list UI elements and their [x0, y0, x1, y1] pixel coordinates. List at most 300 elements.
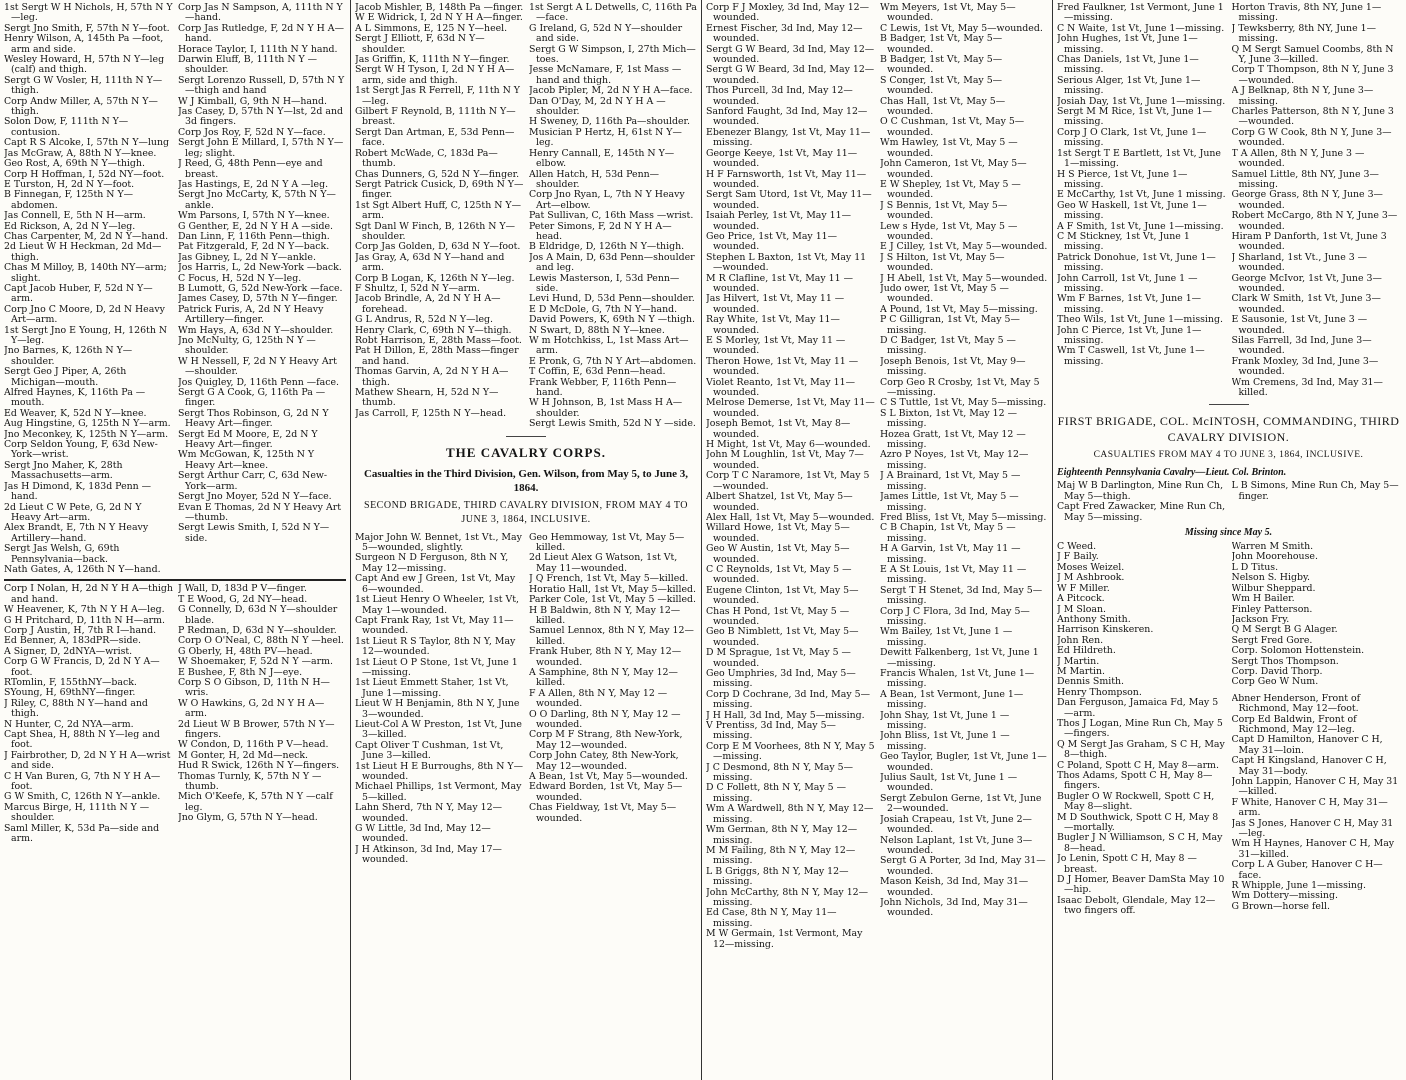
- casualty-entry: J M Sloan.: [1057, 604, 1106, 615]
- casualty-entry: Lieut W H Benjamin, 8th N Y, June 3—wounded.: [355, 699, 520, 720]
- casualty-entry: Chas Dunners, G, 52d N Y—finger.: [355, 169, 520, 180]
- casualty-entry: 2d Lieut W H Heckman, 2d Md—thigh.: [4, 242, 162, 263]
- casualty-entry: L B Griggs, 8th N Y, May 12—missing.: [706, 866, 849, 888]
- casualty-entry: W Heavener, K, 7th N Y H A—leg.: [4, 605, 165, 616]
- casualty-entry: D J Homer, Beaver DamSta May 10—hip.: [1057, 875, 1225, 896]
- casualty-entry: Corp Jno C Moore, D, 2d N Heavy Art—arm.: [4, 304, 165, 326]
- casualty-entry: Patrick Donohue, 1st Vt, June 1—missing.: [1057, 252, 1216, 274]
- casualty-entry: Sergt G A Porter, 3d Ind, May 31—wounded.: [880, 856, 1046, 877]
- casualty-entry: John Nichols, 3d Ind, May 31—wounded.: [880, 897, 1028, 919]
- casualty-entry: Wm H Haynes, Hanover C H, May 31—killed.: [1231, 839, 1395, 860]
- casualty-entry: S Conger, 1st Vt, May 5—wounded.: [880, 75, 1003, 97]
- casualty-entry: David Powers, K, 69th N Y —thigh.: [529, 315, 696, 326]
- casualty-entry: Corp H Hoffman, I, 52d NY—foot.: [4, 169, 165, 180]
- casualty-entry: Sergt Geo J Piper, A, 26th Michigan—mouth.: [4, 367, 127, 388]
- casualty-entry: W Condon, D, 116th P V—head.: [178, 740, 329, 751]
- casualty-entry: Corp Jas N Sampson, A, 111th N Y—hand.: [178, 3, 343, 24]
- casualty-entry: J H Abell, 1st Vt, May 5—wounded.: [880, 273, 1048, 284]
- casualty-entry: J Q French, 1st Vt, May 5—killed.: [529, 574, 689, 585]
- casualty-entry: Saml Miller, K, 53d Pa—side and arm.: [4, 823, 160, 845]
- column-1: [0, 0, 351, 1080]
- casualty-entry: Corp F J Moxley, 3d Ind, May 12—wounded.: [706, 3, 870, 24]
- col2-left-list: [355, 3, 526, 430]
- casualty-entry: Pat Sullivan, C, 16th Mass —wrist.: [529, 211, 694, 222]
- casualty-entry: Capt R S Alcoke, I, 57th N Y—lung: [4, 138, 170, 149]
- col2-left-list-2: [355, 533, 526, 866]
- casualty-entry: W H Nessell, F, 2d N Y Heavy Art—shoulder.: [178, 356, 337, 378]
- casualty-entry: Dennis Smith.: [1057, 677, 1125, 688]
- casualty-entry: J Wall, D, 183d P V—finger.: [178, 584, 307, 595]
- casualty-entry: G Connelly, D, 63d N Y—shoulder blade.: [178, 605, 338, 626]
- casualty-entry: John Lappin, Hanover C H, May 31—killed.: [1231, 777, 1399, 798]
- casualty-entry: G W Smith, C, 126th N Y—ankle.: [4, 792, 161, 803]
- casualty-entry: Surgeon N D Ferguson, 8th N Y, May 12—missing.: [355, 553, 509, 574]
- casualty-entry: Jas Connell, E, 5th N H—arm.: [4, 211, 146, 222]
- casualty-entry: A Bean, 1st Vt, May 5—wounded.: [529, 772, 688, 782]
- casualty-entry: Corp Seldon Young, F, 63d New-York—wrist.: [4, 440, 158, 461]
- casualty-entry: Dan Linn, F, 116th Penn—thigh.: [178, 231, 330, 242]
- casualty-entry: Corp Ed Baldwin, Front of Richmond, May 12—leg.: [1231, 714, 1357, 735]
- casualty-entry: Jas Hastings, E, 2d N Y A —leg.: [178, 179, 329, 190]
- divider: [1209, 404, 1249, 405]
- casualty-entry: Abner Henderson, Front of Richmond, May 12—foot.: [1231, 693, 1361, 715]
- casualty-entry: Lieut-Col A W Preston, 1st Vt, June 3—killed.: [355, 719, 522, 741]
- casualty-entry: Moses Weizel.: [1057, 562, 1125, 573]
- casualty-entry: B Finnegan, F, 125th N Y—abdomen.: [4, 190, 134, 211]
- casualty-entry: C Focus, H, 52d N Y—leg.: [178, 273, 302, 284]
- cavalry-corps-heading: THE CAVALRY CORPS.: [446, 444, 606, 460]
- casualty-entry: 1st Sergt T E Bartlett, 1st Vt, June 1—missing.: [1057, 148, 1221, 170]
- casualty-entry: Henry Cannall, E, 145th N Y—elbow.: [529, 148, 675, 170]
- casualty-entry: John McCarthy, 8th N Y, May 12—missing.: [706, 887, 869, 908]
- casualty-entry: S L Bixton, 1st Vt, May 12 —missing.: [880, 408, 1017, 430]
- casualty-entry: Warren M Smith.: [1231, 542, 1314, 553]
- casualty-entry: Capt Oliver T Cushman, 1st Vt, June 3—killed.: [355, 740, 504, 762]
- casualty-entry: Alex Brandt, E, 7th N Y Heavy Artillery—hand.: [4, 523, 149, 544]
- casualty-entry: B Lumott, G, 52d New-York —face.: [178, 283, 343, 294]
- casualty-entry: Corp Geo W Num.: [1231, 677, 1319, 688]
- casualty-entry: Chas M Milloy, B, 140th NY—arm; slight.: [4, 263, 167, 284]
- casualty-entry: J S Hilton, 1st Vt, May 5—wounded.: [880, 252, 1005, 274]
- casualty-entry: Jas Gray, A, 63d N Y—hand and arm.: [355, 252, 505, 274]
- casualty-entry: Jno Meconkey, K, 125th N Y—arm.: [4, 429, 169, 440]
- casualty-entry: Henry Wilson, A, 145th Pa —foot, arm and side.: [4, 34, 164, 55]
- casualty-entry: Nath Gates, A, 126th N Y—hand.: [4, 564, 161, 575]
- casualty-entry: Wm T Caswell, 1st Vt, June 1—missing.: [1057, 346, 1205, 367]
- casualty-entry: Sergt Dan Artman, E, 53d Penn—face.: [355, 127, 515, 149]
- casualty-entry: Chas H Pond, 1st Vt, May 5 —wounded.: [706, 606, 850, 627]
- casualty-entry: B Eldridge, D, 126th N Y—thigh.: [529, 242, 685, 253]
- casualty-entry: Fred Faulkner, 1st Vermont, June 1—missing.: [1057, 3, 1224, 24]
- column-1-lower: [4, 584, 346, 844]
- casualty-entry: Sergt Lorenzo Russell, D, 57th N Y—thigh and hand: [178, 75, 345, 97]
- casualty-entry: E J Cilley, 1st Vt, May 5—wounded.: [880, 242, 1048, 253]
- casualty-entry: F Shultz, I, 52d N Y—arm.: [355, 283, 480, 294]
- reg-right-list: [1229, 481, 1401, 523]
- casualty-entry: M R Clafline, 1st Vt, May 11 —wounded.: [706, 273, 853, 294]
- casualty-entry: Wesley Howard, H, 57th N Y—leg (calf) and thigh.: [4, 55, 165, 76]
- casualty-entry: Q M Sergt Jas Graham, S C H, May 8—thigh.: [1057, 739, 1225, 761]
- casualty-entry: A Samphine, 8th N Y, May 12—killed.: [529, 667, 678, 689]
- casualty-entry: 1st Lieut Emmett Staher, 1st Vt, June 1—missing.: [355, 678, 509, 699]
- casualty-entry: Lew s Hyde, 1st Vt, May 5 —wounded.: [880, 221, 1018, 242]
- casualty-entry: Corp D Cochrane, 3d Ind, May 5—missing.: [706, 689, 870, 711]
- casualty-entry: John Moorehouse.: [1231, 552, 1318, 563]
- casualty-entry: Sergt G W Simpson, I, 27th Mich—toes.: [529, 44, 696, 66]
- casualty-entry: Corp I Nolan, H, 2d N Y H A—thigh and hand.: [4, 584, 173, 605]
- casualty-entry: H Sweney, D, 116th Pa—shoulder.: [529, 117, 690, 128]
- casualty-entry: W Shoemaker, F, 52d N Y —arm.: [178, 657, 333, 668]
- missing-heading: Missing since May 5.: [1184, 527, 1273, 539]
- casualty-entry: Robert McWade, C, 183d Pa—thumb.: [355, 148, 498, 170]
- casualty-entry: Lahn Sherd, 7th N Y, May 12—wounded.: [355, 803, 502, 824]
- casualty-entry: Nelson Laplant, 1st Vt, June 3—wounded.: [880, 835, 1033, 856]
- casualty-entry: Corp T Thompson, 8th N Y, June 3—wounded.: [1231, 65, 1394, 86]
- casualty-entry: Ed Hildreth.: [1057, 646, 1116, 657]
- casualty-entry: Sergt Patrick Cusick, D, 69th N Y—finger.: [355, 179, 524, 201]
- casualty-entry: Jacob Pipler, M, 2d N Y H A—face.: [529, 86, 693, 97]
- divider: [506, 436, 546, 437]
- casualty-entry: Theron Howe, 1st Vt, May 11 —wounded.: [706, 356, 859, 378]
- casualty-entry: John Cameron, 1st Vt, May 5—wounded.: [880, 159, 1027, 180]
- casualty-entry: W E Widrick, I, 2d N Y H A—finger.: [355, 13, 523, 24]
- casualty-entry: Major John W. Bennet, 1st Vt., May 5—wounded, slightly.: [355, 532, 522, 554]
- casualty-entry: T Coffin, E, 63d Penn—head.: [529, 367, 666, 378]
- casualty-entry: Sergt John E Millard, I, 57th N Y—leg; slight.: [178, 138, 344, 159]
- casualty-entry: D M Sprague, 1st Vt, May 5 —wounded.: [706, 648, 851, 669]
- casualty-entry: Charles Patterson, 8th N Y, June 3—wounded.: [1231, 107, 1394, 128]
- casualty-entry: Marcus Birge, H, 111th N Y —shoulder.: [4, 802, 150, 824]
- casualty-entry: Nelson S. Higby.: [1231, 573, 1310, 584]
- casualty-entry: D C Badger, 1st Vt, May 5 —missing.: [880, 336, 1016, 357]
- casualty-entry: Parker Cole, 1st Vt, May 5 —killed.: [529, 595, 696, 606]
- col1-left-list: [4, 3, 175, 575]
- casualty-entry: Corp G W Cook, 8th N Y, June 3—wounded.: [1231, 127, 1392, 149]
- casualty-entry: N Hunter, C, 2d NYA—arm.: [4, 719, 134, 730]
- casualty-entry: Capt Shea, H, 88th N Y—leg and foot.: [4, 730, 160, 751]
- casualty-entry: Jo Lenin, Spott C H, May 8 —breast.: [1057, 854, 1197, 875]
- casualty-entry: G L Andrus, R, 52d N Y—leg.: [355, 315, 493, 326]
- casualty-entry: Geo Rost, A, 69th N Y—thigh.: [4, 159, 145, 170]
- casualty-entry: Capt H Kingsland, Hanover C H, May 31—body.: [1231, 756, 1387, 777]
- casualty-entry: E A St Louis, 1st Vt, May 11 —missing.: [880, 564, 1027, 586]
- casualty-entry: Jno Glym, G, 57th N Y—head.: [178, 813, 318, 824]
- casualty-entry: James Little, 1st Vt, May 5 —missing.: [880, 492, 1019, 513]
- casualty-entry: Chas Daniels, 1st Vt, June 1—missing.: [1057, 55, 1199, 76]
- casualty-entry: George McIvor, 1st Vt, June 3—wounded.: [1231, 273, 1382, 294]
- casualty-entry: Sergt G A Cook, G, 116th Pa —finger.: [178, 388, 326, 409]
- casualty-entry: Sergt T H Stenet, 3d Ind, May 5—missing.: [880, 585, 1043, 607]
- casualty-entry: Bugler J N Williamson, S C H, May 8—head.: [1057, 833, 1223, 854]
- casualty-entry: M Gonter, H, 2d Md—neck.: [178, 750, 309, 761]
- casualty-entry: M Martin.: [1057, 666, 1106, 677]
- casualty-entry: Theo Wils, 1st Vt, June 1—missing.: [1057, 315, 1223, 326]
- casualty-entry: George Grass, 8th N Y, June 3—wounded.: [1231, 190, 1383, 211]
- casualty-entry: Pat Fitzgerald, F, 2d N Y—back.: [178, 242, 330, 253]
- casualty-entry: W O Hawkins, G, 2d N Y H A—arm.: [178, 698, 325, 720]
- casualty-entry: Jno Barnes, K, 126th N Y—shoulder.: [4, 346, 133, 367]
- casualty-entry: Wm Meyers, 1st Vt, May 5—wounded.: [880, 3, 1016, 24]
- casualty-entry: M D Southwick, Spott C H, May 8—mortally.: [1057, 812, 1219, 834]
- casualty-entry: Jos Quigley, D, 116th Penn —face.: [178, 377, 339, 388]
- casualty-entry: C H Van Buren, G, 7th N Y H A—foot.: [4, 771, 161, 793]
- casualty-entry: Jesse McNamare, F, 1st Mass —hand and thigh.: [529, 65, 682, 86]
- casualty-entry: Fred Bliss, 1st Vt, May 5—missing.: [880, 512, 1047, 523]
- casualty-entry: Thomas Garvin, A, 2d N Y H A—thigh.: [355, 367, 509, 388]
- casualty-entry: Mason Keish, 3d Ind, May 31—wounded.: [880, 877, 1029, 898]
- casualty-entry: Sergt G W Vosler, H, 111th N Y—thigh.: [4, 75, 163, 97]
- casualty-entry: John Carroll, 1st Vt, June 1 —missing.: [1057, 273, 1198, 294]
- casualty-entry: Frank Webber, F, 116th Penn—hand.: [529, 377, 677, 399]
- casualty-entry: Wm Hawley, 1st Vt, May 5 —wounded.: [880, 138, 1018, 159]
- casualty-entry: Henry Thompson.: [1057, 687, 1142, 698]
- casualty-entry: C N Waite, 1st Vt, June 1—missing.: [1057, 23, 1225, 34]
- casualty-entry: C B Chapin, 1st Vt, May 5 —missing.: [880, 523, 1016, 544]
- column-4-upper: [1057, 3, 1400, 398]
- casualty-entry: Geo W Haskell, 1st Vt, June 1—missing.: [1057, 200, 1207, 222]
- casualty-entry: Ernest Fischer, 3d Ind, May 12—wounded.: [706, 23, 863, 45]
- casualty-entry: 1st Lieut Henry O Wheeler, 1st Vt, May 1—wounded.: [355, 595, 520, 616]
- casualty-entry: Sergt Lewis Smith, I, 52d N Y—side.: [178, 523, 330, 544]
- casualty-entry: Wm F Barnes, 1st Vt, June 1—missing.: [1057, 294, 1202, 315]
- casualty-entry: Corp J C Flora, 3d Ind, May 5—missing.: [880, 606, 1030, 627]
- casualty-entry: W H Johnson, B, 1st Mass H A—shoulder.: [529, 398, 683, 419]
- casualty-entry: Thomas Turnly, K, 57th N Y —thumb.: [178, 771, 322, 793]
- casualty-entry: E Sausonie, 1st Vt, June 3 —wounded.: [1231, 315, 1368, 336]
- casualty-entry: Corp G W Francis, D, 2d N Y A—foot.: [4, 657, 160, 678]
- casualty-entry: A Signer, D, 2dNYA—wrist.: [4, 646, 133, 657]
- casualty-entry: Sergt Fred Gore.: [1231, 635, 1313, 646]
- casualty-entry: Chas Carpenter, M, 2d N Y—hand.: [4, 231, 169, 242]
- casualty-entry: Geo Hemmoway, 1st Vt, May 5—killed.: [529, 532, 685, 554]
- casualty-entry: Jas Gibney, L, 2d N Y—ankle.: [178, 252, 316, 263]
- casualty-entry: Corp Andw Miller, A, 57th N Y—thigh.: [4, 96, 158, 118]
- casualty-entry: 1st Sergt W H Nichols, H, 57th N Y—leg.: [4, 3, 173, 24]
- casualty-entry: Jas S Jones, Hanover C H, May 31—leg.: [1231, 818, 1394, 840]
- casualty-entry: Silas Farrell, 3d Ind, June 3—wounded.: [1231, 336, 1372, 357]
- casualty-entry: Joseph Benois, 1st Vt, May 9—missing.: [880, 356, 1026, 378]
- regiment-list: [1057, 481, 1400, 523]
- casualty-entry: 2d Lieut W B Brower, 57th N Y—fingers.: [178, 719, 335, 741]
- casualty-entry: Jas Carroll, F, 125th N Y—head.: [355, 408, 507, 419]
- casualty-entry: Lewis Masterson, I, 53d Penn—side.: [529, 273, 680, 294]
- casualty-entry: L D Titus.: [1231, 562, 1279, 573]
- casualty-entry: Aug Hingstine, G, 125th N Y—arm.: [4, 419, 171, 430]
- casualty-entry: Peter Simons, F, 2d N Y H A—head.: [529, 221, 672, 242]
- casualty-entry: G Brown—horse fell.: [1231, 901, 1330, 912]
- column-2: [351, 0, 702, 1080]
- cavalry-subheading: Casualties in the Third Division, Gen. Wilson, from May 5, to June 3, 1864.: [363, 467, 689, 494]
- casualty-entry: O O Darling, 8th N Y, May 12 —wounded.: [529, 709, 681, 730]
- casualty-entry: Sergt Jno Maher, K, 28th Massachusetts—arm.: [4, 460, 123, 482]
- casualty-entry: Q M Sergt Samuel Coombs, 8th N Y, June 3—killed.: [1231, 44, 1394, 66]
- casualty-entry: Isaac Debolt, Glendale, May 12—two fingers off.: [1057, 895, 1216, 917]
- casualty-entry: Horatio Hall, 1st Vt, May 5—killed.: [529, 584, 697, 595]
- casualty-entry: M M Failing, 8th N Y, May 12—missing.: [706, 845, 856, 867]
- casualty-entry: Wm Parsons, I, 57th N Y—knee.: [178, 211, 330, 222]
- casualty-entry: C Lewis, 1st Vt, May 5—wounded.: [880, 23, 1043, 34]
- casualty-entry: Capt Jacob Huber, F, 52d N Y—arm.: [4, 283, 153, 305]
- casualty-entry: Robt Harrison, E, 28th Mass—foot.: [355, 336, 522, 346]
- casualty-entry: Wm Bailey, 1st Vt, June 1 —missing.: [880, 627, 1013, 648]
- casualty-entry: Frank Moxley, 3d Ind, June 3—wounded.: [1231, 356, 1379, 378]
- casualty-entry: Corp. David Thorp.: [1231, 666, 1323, 677]
- casualty-entry: R Whipple, June 1—missing.: [1231, 881, 1366, 892]
- casualty-entry: Geo B Nimblett, 1st Vt, May 5—wounded.: [706, 627, 859, 648]
- casualty-entry: John C Pierce, 1st Vt, June 1—missing.: [1057, 325, 1202, 346]
- casualty-entry: A Pound, 1st Vt, May 5—missing.: [880, 304, 1038, 315]
- col2-right-list: [526, 3, 697, 430]
- casualty-entry: Sergt W H Tyson, I, 2d N Y H A—arm, side and thigh.: [355, 65, 515, 86]
- regiment-heading: Eighteenth Pennsylvania Cavalry—Lieut. Col. Brinton.: [1057, 467, 1287, 479]
- casualty-entry: Sergt Zebulon Gerne, 1st Vt, June 2—wounded.: [880, 793, 1042, 815]
- casualty-entry: Geo Taylor, Bugler, 1st Vt, June 1—wounded.: [880, 752, 1047, 773]
- casualty-entry: Eugene Clinton, 1st Vt, May 5—wounded.: [706, 585, 859, 607]
- casualty-entry: Ed Rickson, A, 2d N Y—leg.: [4, 221, 136, 232]
- casualty-entry: P Redman, D, 63d N Y—shoulder.: [178, 625, 337, 636]
- casualty-entry: 2d Lieut C W Pete, G, 2d N Y Heavy Art—arm.: [4, 502, 142, 523]
- casualty-entry: G Oberly, H, 48th PV—head.: [178, 646, 313, 657]
- casualty-entry: Corp John Catey, 8th New-York, May 12—wounded.: [529, 751, 679, 772]
- casualty-entry: Mich O'Keefe, K, 57th N Y —calf leg.: [178, 792, 333, 813]
- casualty-entry: E S Morley, 1st Vt, May 11 —wounded.: [706, 336, 846, 357]
- casualty-entry: Jos A Main, D, 63d Penn—shoulder and leg.: [529, 252, 695, 274]
- col4-right-list: [1229, 3, 1401, 398]
- casualty-entry: SYoung, H, 69thNY—finger.: [4, 688, 136, 699]
- casualty-entry: Sergt G W Beard, 3d Ind, May 12—wounded.: [706, 65, 875, 86]
- casualty-entry: Ray White, 1st Vt, May 11—wounded.: [706, 315, 840, 336]
- casualty-entry: Geo W Austin, 1st Vt, May 5—wounded.: [706, 544, 850, 565]
- casualty-entry: Sergt J Elliott, F, 63d N Y—shoulder.: [355, 34, 485, 55]
- casualty-entry: Michael Phillips, 1st Vermont, May 5—killed.: [355, 782, 522, 803]
- casualty-entry: B Badger, 1st Vt, May 5—wounded.: [880, 55, 1003, 76]
- casualty-entry: Patrick Furis, A, 2d N Y Heavy Artillery—finger.: [178, 304, 324, 326]
- casualty-entry: Jacob Brindle, A, 2d N Y H A—forehead.: [355, 294, 501, 315]
- casualty-entry: Wm Cremens, 3d Ind, May 31—killed.: [1231, 377, 1383, 399]
- column-2-lower: [355, 533, 697, 866]
- casualty-entry: Wm H Bailer.: [1231, 594, 1295, 605]
- casualty-entry: A Bean, 1st Vermont, June 1—missing.: [880, 689, 1024, 711]
- casualty-entry: Sergt M M Rice, 1st Vt, June 1—missing.: [1057, 107, 1212, 128]
- casualty-entry: Wm Hays, A, 63d N Y—shoulder.: [178, 325, 334, 336]
- casualty-entry: Corp J Austin, H, 7th R I—hand.: [4, 625, 157, 636]
- casualty-entry: Julius Sault, 1st Vt, June 1 —wounded.: [880, 773, 1018, 794]
- casualty-entry: H Might, 1st Vt, May 6—wounded.: [706, 440, 871, 451]
- missing-right-list: [1229, 542, 1401, 917]
- casualty-entry: 1st Sgt Albert Huff, C, 125th N Y—arm.: [355, 200, 521, 222]
- casualty-entry: Corp T C Naramore, 1st Vt, May 5—wounded.: [706, 471, 870, 492]
- casualty-entry: J Reed, G, 48th Penn—eye and breast.: [178, 159, 323, 180]
- casualty-entry: E McCarthy, 1st Vt, June 1 missing.: [1057, 190, 1226, 201]
- casualty-entry: Azro P Noyes, 1st Vt, May 12—missing.: [880, 450, 1029, 471]
- casualty-entry: N Swart, D, 88th N Y—knee.: [529, 325, 665, 336]
- casualty-entry: Judo ower, 1st Vt, May 5 —wounded.: [880, 283, 1009, 305]
- casualty-entry: Horton Travis, 8th NY, June 1—missing.: [1231, 3, 1382, 24]
- casualty-entry: George Keeye, 1st Vt, May 11—wounded.: [706, 148, 858, 170]
- reg-left-list: [1057, 481, 1229, 523]
- casualty-entry: H A Garvin, 1st Vt, May 11 —missing.: [880, 544, 1021, 565]
- col2-right-list-2: [526, 533, 697, 866]
- casualty-entry: J H Atkinson, 3d Ind, May 17—wounded.: [355, 844, 502, 866]
- column-3-body: [706, 3, 1048, 950]
- casualty-entry: L B Simons, Mine Run Ch, May 5—finger.: [1231, 481, 1399, 502]
- casualty-entry: Hiram P Danforth, 1st Vt, June 3 wounded.: [1231, 231, 1387, 253]
- casualty-entry: Sgt Danl W Finch, B, 126th N Y—shoulder.: [355, 221, 515, 242]
- casualty-entry: Ed Weaver, K, 52d N Y—knee.: [4, 408, 147, 419]
- col3-right-list: [877, 3, 1048, 950]
- casualty-entry: A L Simmons, E, 125 N Y—heel.: [355, 23, 508, 34]
- casualty-entry: A Pitcock.: [1057, 594, 1105, 605]
- casualty-entry: Sergt Jno McCarty, K, 57th N Y—ankle.: [178, 190, 336, 211]
- casualty-entry: Sergt Arthur Carr, C, 63d New-York—arm.: [178, 471, 328, 492]
- casualty-entry: W F Miller.: [1057, 583, 1110, 594]
- casualty-entry: Capt D Hamilton, Hanover C H, May 31—loin.: [1231, 735, 1383, 756]
- casualty-entry: W m Hotchkiss, L, 1st Mass Art—arm.: [529, 336, 689, 357]
- casualty-entry: Jacob Mishler, B, 148th Pa —finger.: [355, 3, 524, 13]
- casualty-entry: Sergt Thos Thompson.: [1231, 656, 1339, 667]
- casualty-entry: Musician P Hertz, H, 61st N Y—leg.: [529, 127, 682, 149]
- casualty-entry: Melrose Demerse, 1st Vt, May 11—wounded.: [706, 398, 875, 419]
- casualty-entry: Serious Alger, 1st Vt, June 1—missing.: [1057, 75, 1201, 97]
- casualty-entry: B Badger, 1st Vt, May 5—wounded.: [880, 34, 1003, 55]
- casualty-entry: Corp M F Strang, 8th New-York, May 12—wounded.: [529, 730, 683, 751]
- missing-list: [1057, 542, 1400, 917]
- casualty-entry: Solon Dow, F, 111th N Y—contusion.: [4, 117, 129, 138]
- casualty-entry: J A Brainard, 1st Vt, May 5 —missing.: [880, 471, 1021, 492]
- casualty-entry: Geo Umphries, 3d Ind, May 5—missing.: [706, 669, 856, 690]
- casualty-entry: Q M Sergt B G Alager.: [1231, 625, 1338, 636]
- casualty-entry: Sanford Faught, 3d Ind, May 12—wounded.: [706, 107, 868, 128]
- casualty-entry: J Martin.: [1057, 656, 1100, 667]
- casualty-entry: Robert McCargo, 8th N Y, June 3—wounded.: [1231, 211, 1398, 232]
- col1-right-list-2: [175, 584, 346, 844]
- casualty-entry: V Prentiss, 3d Ind, May 5—missing.: [706, 721, 836, 742]
- column-4: [1053, 0, 1404, 1080]
- col3-left-list: [706, 3, 877, 950]
- casualty-entry: Sergt Jas Welsh, G, 69th Pennsylvania—back.: [4, 544, 120, 565]
- casualty-entry: Sergt Jno Moyer, 52d N Y—face.: [178, 492, 332, 503]
- casualty-entry: D C Follett, 8th N Y, May 5 —missing.: [706, 783, 846, 804]
- casualty-entry: Corp Jas Golden, D, 63d N Y—foot.: [355, 242, 521, 253]
- casualty-entry: C Weed.: [1057, 542, 1097, 553]
- casualty-entry: Corp. Solomon Hottenstein.: [1231, 646, 1365, 657]
- casualty-entry: Corp E M Voorhees, 8th N Y, May 5—missing.: [706, 741, 875, 763]
- missing-left-list: [1057, 542, 1229, 917]
- casualty-entry: G Ireland, G, 52d N Y—shoulder and side.: [529, 23, 683, 45]
- casualty-entry: Clark W Smith, 1st Vt, June 3—wounded.: [1231, 294, 1381, 315]
- casualty-entry: Chas Fieldway, 1st Vt, May 5—wounded.: [529, 803, 677, 824]
- col1-right-list: [175, 3, 346, 575]
- casualty-entry: Sergt Lewis Smith, 52d N Y —side.: [529, 419, 696, 430]
- casualty-entry: Albert Shatzel, 1st Vt, May 5—wounded.: [706, 492, 853, 513]
- casualty-entry: M W Germain, 1st Vermont, May 12—missing.: [706, 929, 863, 950]
- casualty-entry: John Ren.: [1057, 635, 1104, 646]
- casualty-entry: James Casey, D, 57th N Y—finger.: [178, 294, 338, 305]
- casualty-entry: Evan E Thomas, 2d N Y Heavy Art—thumb.: [178, 502, 341, 523]
- casualty-entry: Corp O O'Neal, C, 88th N Y —heel.: [178, 636, 344, 647]
- casualty-entry: Wm German, 8th N Y, May 12—missing.: [706, 825, 858, 846]
- casualty-entry: Jas Casey, D, 57th N Y—lst, 2d and 3d fingers.: [178, 107, 343, 128]
- casualty-entry: Hud R Swick, 126th N Y—fingers.: [178, 761, 340, 772]
- casualty-entry: G H Pritchard, D, 11th N H—arm.: [4, 615, 166, 626]
- casualty-entry: 1st Sergt A L Detwells, C, 116th Pa—face.: [529, 3, 697, 24]
- casualty-entry: Thos J Logan, Mine Run Ch, May 5—fingers.: [1057, 718, 1223, 740]
- casualty-entry: Capt Frank Ray, 1st Vt, May 11—wounded.: [355, 615, 514, 637]
- casualty-entry: J Fairbrother, D, 2d N Y H A—wrist and side.: [4, 750, 171, 772]
- casualty-entry: Jno McNulty, G, 125th N Y —shoulder.: [178, 336, 316, 357]
- casualty-entry: T E Wood, G, 2d NY—head.: [178, 594, 308, 605]
- col4-left-list: [1057, 3, 1229, 398]
